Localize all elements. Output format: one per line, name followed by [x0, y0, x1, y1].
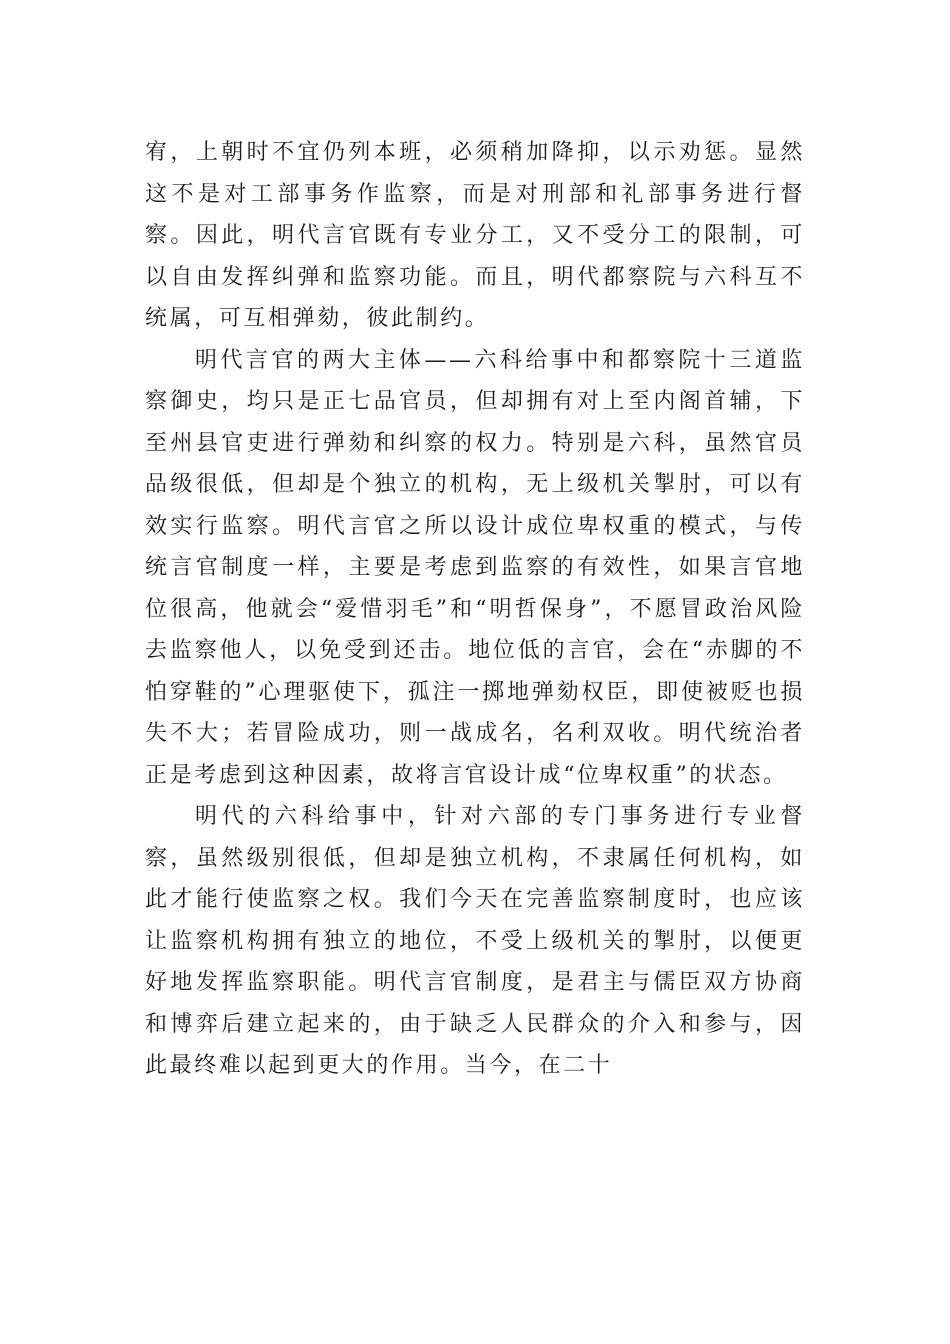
- document-body: [145, 132, 805, 1087]
- paragraph-1: 宥，上朝时不宜仍列本班，必须稍加降抑，以示劝惩。显然这不是对工部事务作监察，而是对刑部和礼部事务进行督察。因此，明代言官既有专业分工，又不受分工的限制，可以自由发挥纠弹和监察功能。而且，明代都察院与六科互不统属，可互相弹劾，彼此制约。: [145, 140, 805, 331]
- paragraph-2: 明代言官的两大主体——六科给事中和都察院十三道监察御史，均只是正七品官员，但却拥有对上至内阁首辅，下至州县官吏进行弹劾和纠察的权力。特别是六科，虽然官员品级很低，但却是个独立的机构，无上级机关掣肘，可以有效实行监察。明代言官之所以设计成位卑权重的模式，与传统言官制度一样，主要是考虑到监察的有效性，如果言官地位很高，他就会“爱惜羽毛”和“明哲保身”，不愿冒政治风险去监察他人，以免受到还击。地位低的言官，会在“赤脚的不怕穿鞋的”心理驱使下，孤注一掷地弹劾权臣，即使被贬也损失不大；若冒险成功，则一战成名，名利双收。明代统治者正是考虑到这种因素，故将言官设计成“位卑权重”的状态。: [145, 347, 805, 788]
- paragraph-3: 明代的六科给事中，针对六部的专门事务进行专业督察，虽然级别很低，但却是独立机构，不隶属任何机构，如此才能行使监察之权。我们今天在完善监察制度时，也应该让监察机构拥有独立的地位，不受上级机关的掣肘，以便更好地发挥监察职能。明代言官制度，是君主与儒臣双方协商和博弈后建立起来的，由于缺乏人民群众的介入和参与，因此最终难以起到更大的作用。当今，在二十: [145, 804, 805, 1078]
